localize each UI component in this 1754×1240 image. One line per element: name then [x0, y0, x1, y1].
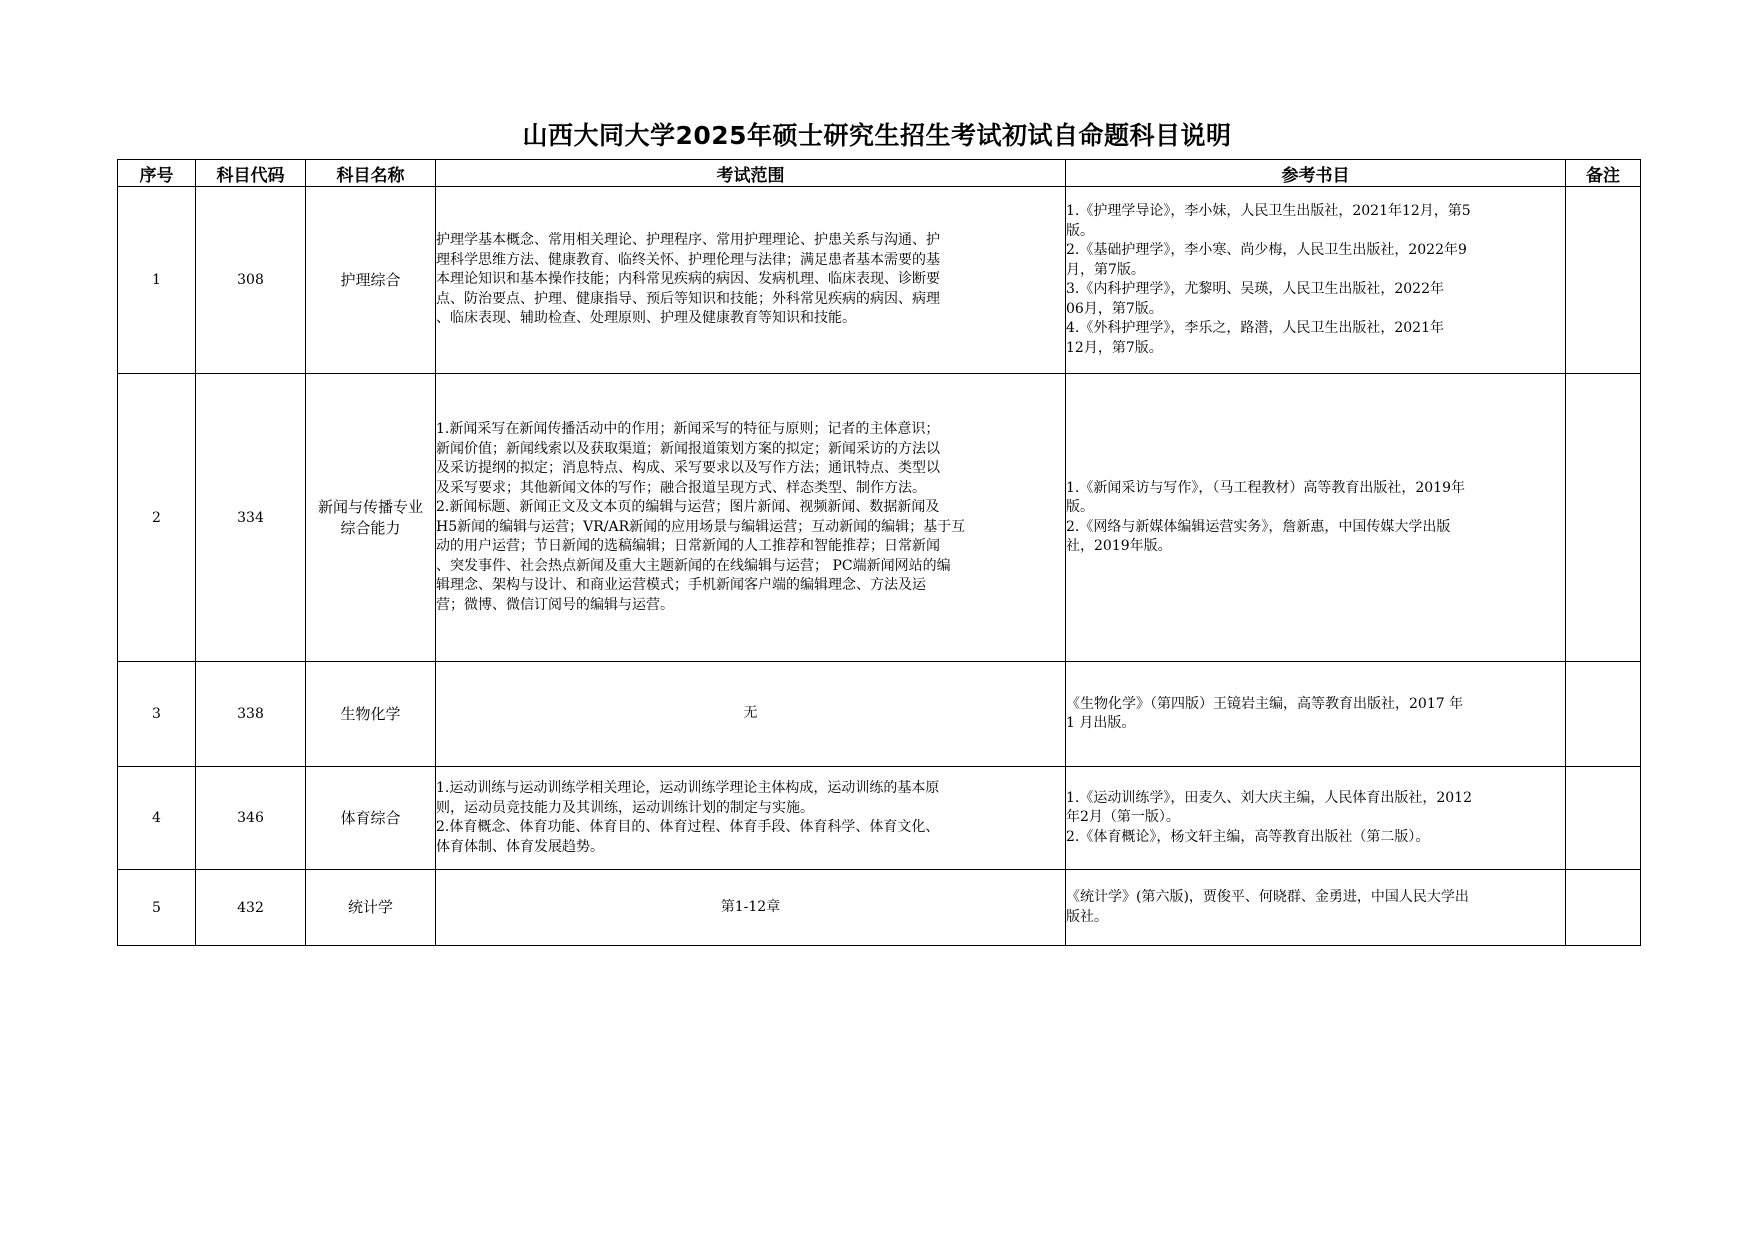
scope-line: 点、防治要点、护理、健康指导、预后等知识和技能；外科常见疾病的病因、病理: [436, 290, 940, 307]
cell-books: [1066, 767, 1566, 870]
book-line: 年2月（第一版）。: [1066, 809, 1180, 826]
scope-line: 、临床表现、辅助检查、处理原则、护理及健康教育等知识和技能。: [436, 310, 856, 327]
cell-books: [1066, 187, 1566, 374]
scope-line: 及采写要求；其他新闻文体的写作；融合报道呈现方式、样态类型、制作方法。: [436, 479, 926, 496]
book-line: 2.《体育概论》，杨文轩主编，高等教育出版社（第二版）。: [1066, 828, 1430, 845]
cell-scope: 无: [436, 662, 1066, 767]
table-row: [118, 870, 1641, 946]
scope-line: 1.运动训练与运动训练学相关理论，运动训练学理论主体构成，运动训练的基本原: [436, 780, 940, 796]
cell-books: [1066, 662, 1566, 767]
book-line: 4.《外科护理学》，李乐之，路潜，人民卫生出版社，2021年: [1066, 320, 1444, 336]
cell-scope: [436, 187, 1066, 374]
cell-note: [1566, 767, 1641, 870]
scope-line: 体育体制、体育发展趋势。: [436, 838, 604, 855]
cell-code: 338: [196, 662, 306, 767]
scope-line: 营；微博、微信订阅号的编辑与运营。: [436, 596, 674, 613]
scope-line: 护理学基本概念、常用相关理论、护理程序、常用护理理论、护患关系与沟通、护: [436, 232, 940, 249]
scope-line: 新闻价值；新闻线索以及获取渠道；新闻报道策划方案的拟定；新闻采访的方法以: [436, 440, 940, 457]
page-title: 山西大同大学2025年硕士研究生招生考试初试自命题科目说明: [522, 121, 1232, 150]
cell-note: [1566, 187, 1641, 374]
book-line: 2.《网络与新媒体编辑运营实务》，詹新惠，中国传媒大学出版: [1066, 518, 1451, 535]
book-line: 1.《运动训练学》，田麦久、刘大庆主编，人民体育出版社，2012: [1066, 789, 1472, 806]
book-line: 版社。: [1066, 908, 1108, 925]
table-row: [118, 662, 1641, 767]
subjects-table: [117, 159, 1641, 946]
cell-seq: 3: [118, 662, 196, 767]
cell-name: 护理综合: [306, 187, 436, 374]
header-books: 参考书目: [1066, 160, 1566, 187]
table-row: [118, 187, 1641, 374]
book-line: 版。: [1066, 222, 1094, 239]
header-scope: 考试范围: [436, 160, 1066, 187]
cell-name: 统计学: [306, 870, 436, 946]
cell-name: 生物化学: [306, 662, 436, 767]
scope-line: H5新闻的编辑与运营；VR/AR新闻的应用场景与编辑运营；互动新闻的编辑；基于互: [436, 518, 966, 535]
cell-scope: [436, 767, 1066, 870]
book-line: 1.《护理学导论》，李小妹，人民卫生出版社，2021年12月，第5: [1066, 203, 1471, 219]
scope-line: 2.体育概念、体育功能、体育目的、体育过程、体育手段、体育科学、体育文化、: [436, 819, 940, 835]
cell-note: [1566, 870, 1641, 946]
cell-code: 432: [196, 870, 306, 946]
cell-note: [1566, 662, 1641, 767]
cell-seq: 1: [118, 187, 196, 374]
scope-line: 本理论知识和基本操作技能；内科常见疾病的病因、发病机理、临床表现、诊断要: [436, 271, 940, 288]
scope-line: 辑理念、架构与设计、和商业运营模式；手机新闻客户端的编辑理念、方法及运: [436, 577, 926, 593]
header-code: 科目代码: [196, 160, 306, 187]
name-line: 新闻与传播专业: [317, 497, 423, 516]
book-line: 月，第7版。: [1066, 261, 1145, 278]
cell-books: [1066, 870, 1566, 946]
book-line: 12月，第7版。: [1066, 339, 1163, 356]
cell-code: 334: [196, 374, 306, 662]
scope-line: 动的用户运营；节日新闻的选稿编辑；日常新闻的人工推荐和智能推荐；日常新闻: [436, 538, 940, 554]
book-line: 06月，第7版。: [1066, 300, 1163, 317]
book-line: 社，2019年版。: [1066, 538, 1172, 554]
cell-name: [306, 374, 436, 662]
cell-code: 346: [196, 767, 306, 870]
cell-seq: 5: [118, 870, 196, 946]
header-seq: 序号: [118, 160, 196, 187]
scope-line: 1.新闻采写在新闻传播活动中的作用；新闻采写的特征与原则；记者的主体意识；: [436, 421, 940, 437]
scope-line: 及采访提纲的拟定；消息特点、构成、采写要求以及写作方法；通讯特点、类型以: [436, 460, 940, 476]
scope-line: 、突发事件、社会热点新闻及重大主题新闻的在线编辑与运营； PC端新闻网站的编: [436, 557, 951, 574]
table-row: [118, 374, 1641, 662]
book-line: 1.《新闻采访与写作》，（马工程教材）高等教育出版社，2019年: [1066, 479, 1465, 496]
cell-code: 308: [196, 187, 306, 374]
cell-seq: 4: [118, 767, 196, 870]
book-line: 1 月出版。: [1066, 715, 1136, 731]
cell-scope: 第1-12章: [436, 870, 1066, 946]
cell-books: [1066, 374, 1566, 662]
cell-seq: 2: [118, 374, 196, 662]
book-line: 版。: [1066, 499, 1094, 515]
book-line: 《生物化学》（第四版）王镜岩主编，高等教育出版社，2017 年: [1066, 695, 1464, 712]
header-name: 科目名称: [306, 160, 436, 187]
scope-line: 理科学思维方法、健康教育、临终关怀、护理伦理与法律；满足患者基本需要的基: [436, 251, 940, 268]
book-line: 《统计学》(第六版)，贾俊平、何晓群、金勇进，中国人民大学出: [1066, 889, 1469, 905]
cell-scope: [436, 374, 1066, 662]
scope-line: 则，运动员竞技能力及其训练，运动训练计划的制定与实施。: [436, 799, 814, 816]
scope-line: 2.新闻标题、新闻正文及文本页的编辑与运营；图片新闻、视频新闻、数据新闻及: [436, 499, 940, 515]
cell-name: 体育综合: [306, 767, 436, 870]
book-line: 3.《内科护理学》，尤黎明、吴瑛，人民卫生出版社，2022年: [1066, 281, 1444, 297]
cell-note: [1566, 374, 1641, 662]
name-line: 综合能力: [340, 518, 401, 537]
header-note: 备注: [1566, 160, 1641, 187]
table-row: [118, 767, 1641, 870]
book-line: 2.《基础护理学》，李小寒、尚少梅，人民卫生出版社，2022年9: [1066, 242, 1467, 258]
table-header-row: [118, 160, 1641, 187]
